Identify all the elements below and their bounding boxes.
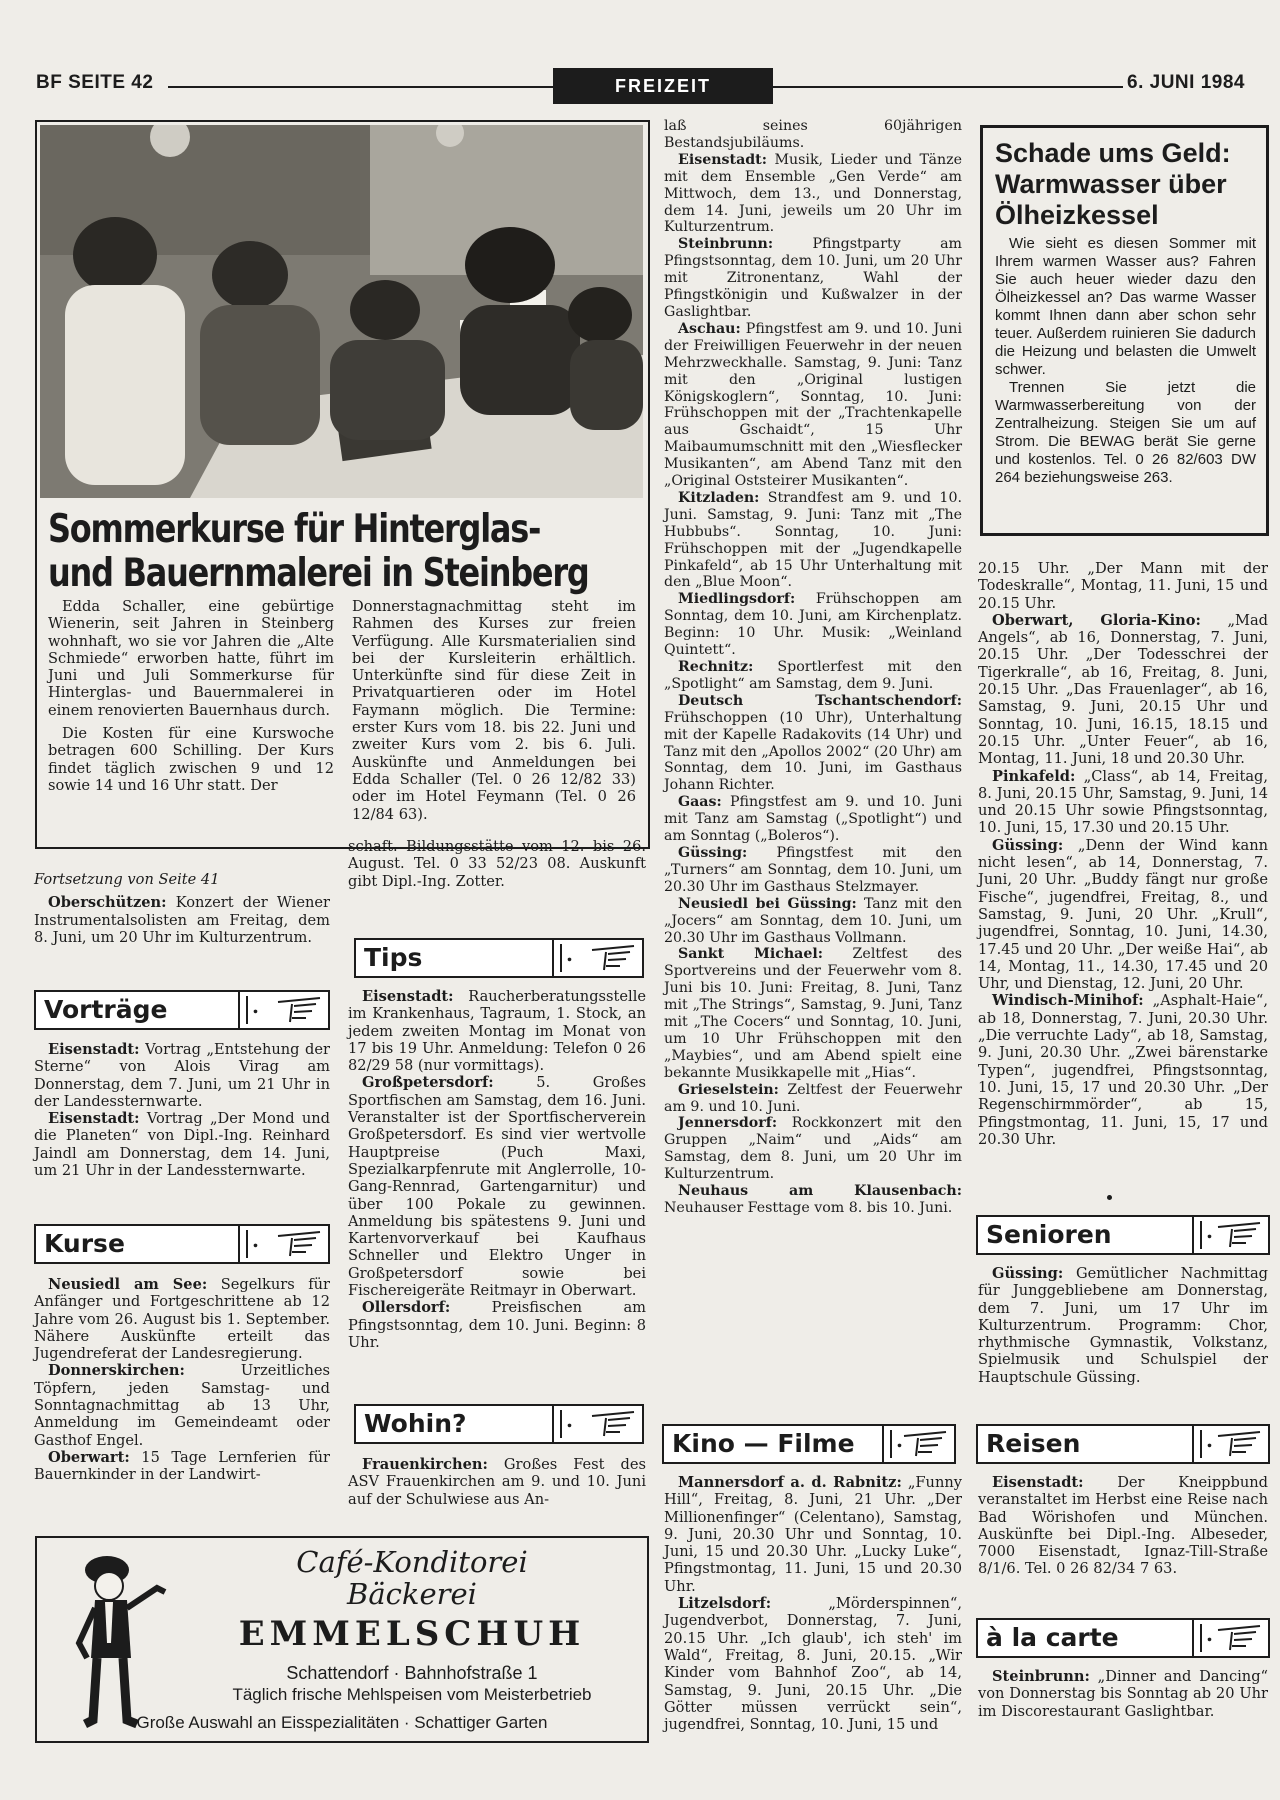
article-photo — [40, 125, 643, 498]
pointing-hand-icon — [238, 1226, 328, 1262]
place-name: Eisenstadt: — [48, 1110, 140, 1128]
section-label: Tips — [364, 943, 423, 972]
entry-text: Pfingstfest am 9. und 10. Juni der Freiwilligen Feuerwehr in der neuen Mehrzweckhalle. Samstag, 9. Juni: Tanz mit den „Original lustigen Königskoglern“, Sonntag, 10. Juni: Frühschoppen mit der „Trachtenkapelle aus Gschaidt“, 15 Uhr Maibaumumschnitt mit den „Wiesflecker Musikanten“, am Abend Tanz mit den „Original Oststeirer Musikanten“. — [664, 320, 962, 490]
place-name: Oberwart: — [48, 1448, 130, 1466]
entry-text: Vortrag „Entstehung der Sterne“ von Alois Virag am Donnerstag, dem 7. Juni, um 21 Uhr in der Landessternwarte. — [34, 1041, 330, 1110]
entry-text: Konzert der Wiener Instrumentalsolisten am Freitag, dem 8. Juni, um 20 Uhr im Kulturzentrum. — [34, 894, 330, 946]
section-header-tips — [354, 938, 644, 978]
column-b-top — [348, 838, 646, 890]
column-d-senioren — [978, 1265, 1268, 1386]
page-number: BF SEITE 42 — [36, 72, 154, 93]
place-name: Gaas: — [678, 794, 722, 811]
entry-text: Tanz mit den „Jocers“ am Sonntag, dem 10. Juni, um 20.30 Uhr im Gasthaus Vollmann. — [664, 895, 962, 946]
feature-paragraph: Donnerstagnachmittag steht im Rahmen des Kurses zur freien Verfügung. Alle Kursmaterialien sind bei der Kursleiterin erhältlich. Unterkünfte sind für diese Zeit in Privatquartieren oder im Hotel Faymann möglich. Die Termine: erster Kurs vom 18. bis 22. Juni und zweiter Kurs vom 2. bis 6. Juli. Auskünfte und Anmeldungen bei Edda Schaller (Tel. 0 26 12/82 33) oder im Hotel Feymann (Tel. 0 26 12/84 63). — [352, 598, 636, 823]
section-title: FREIZEIT — [553, 68, 773, 104]
column-a-vortraege — [34, 1041, 330, 1179]
place-name: Sankt Michael: — [678, 946, 824, 963]
entry-text: „Funny Hill“, Freitag, 8. Juni, 21 Uhr. „Der Millionenfinger“ (Celentano), Samstag, 9. Juni, 20.30 Uhr und Sonntag, 10. Juni, 15 und 20.30 Uhr. „Lucky Luke“, Pfingstmontag, 11. Juni, 15 und 20.30 Uhr. — [664, 1474, 962, 1595]
column-d-reisen — [978, 1474, 1268, 1578]
entry-text: Segelkurs für Anfänger und Fortgeschrittene ab 12 Jahre vom 26. August bis 1. September. Nähere Auskünfte erteilt das Jugendreferat der Landesregierung. — [34, 1276, 330, 1363]
feature-column-1 — [48, 598, 334, 794]
bullet-dot — [1107, 1195, 1112, 1200]
place-name: Eisenstadt: — [48, 1041, 140, 1058]
section-header-a-la-carte — [976, 1618, 1270, 1658]
entry-text: Zeltfest der Feuerwehr am 9. und 10. Juni. — [664, 1081, 962, 1115]
headline-line-1: Sommerkurse für Hinterglas- — [48, 507, 541, 552]
pointing-hand-icon — [552, 1406, 642, 1442]
column-b-wohin — [348, 1456, 646, 1508]
ad-headline: Schade ums Geld: Warmwasser über Ölheizkessel — [995, 138, 1231, 230]
section-label: Vorträge — [44, 995, 168, 1024]
bakery-ad — [35, 1536, 649, 1743]
entry-text: „Class“, ab 14, Freitag, 8. Juni, 20.15 Uhr, Samstag, 9. Juni, 14 und 20.15 Uhr sowie Pfingstsonntag, 10. Juni, 15, 17.30 und 20.15 Uhr. — [978, 767, 1268, 837]
place-name: Ollersdorf: — [362, 1299, 451, 1317]
entry-text: Frühschoppen am Sonntag, dem 10. Juni, am Kirchenplatz. Beginn: 10 Uhr. Musik: „Weinland Quintett“. — [664, 591, 962, 659]
pointing-hand-icon — [552, 940, 642, 976]
ad-line-baeckerei: Bäckerei — [347, 1577, 477, 1611]
entry-text: „Dinner and Dancing“ von Donnerstag bis Sonntag ab 20 Uhr im Discorestaurant Gaslightbar. — [978, 1668, 1268, 1720]
place-name: Eisenstadt: — [992, 1474, 1084, 1491]
section-header-kino — [662, 1424, 956, 1464]
pointing-hand-icon — [882, 1426, 954, 1462]
section-header-kurse — [34, 1224, 330, 1264]
ad-paragraph: Trennen Sie jetzt die Warmwasserbereitung von der Zentralheizung. Steigen Sie um auf Strom. Die BEWAG berät Sie gerne und kostenlos. Tel. 0 26 82/603 DW 264 beziehungsweise 263. — [995, 379, 1256, 486]
section-header-reisen — [976, 1424, 1270, 1464]
place-name: Rechnitz: — [678, 659, 754, 675]
column-c-kino — [664, 1474, 962, 1733]
place-name: Pinkafeld: — [992, 767, 1076, 785]
pointing-hand-icon — [1192, 1426, 1268, 1462]
entry-text: Strandfest am 9. und 10. Juni. Samstag, 9. Juni: Tanz mit „The Hubbubs“. Sonntag, 10. Juni: Frühschoppen mit der „Jugendkapelle Pinkafeld“, ab 15 Uhr Unterhaltung mit den „Blue Moon“. — [664, 489, 962, 591]
column-d-a-la-carte — [978, 1668, 1268, 1720]
place-name: Eisenstadt: — [678, 151, 767, 168]
entry-text: 20.15 Uhr. „Der Mann mit der Todeskralle“, Montag, 11. Juni, 15 und 20.15 Uhr. — [978, 560, 1268, 612]
place-name: Steinbrunn: — [678, 236, 774, 253]
entry-text: schaft. Bildungsstätte vom 12. bis 26. August. Tel. 0 33 52/23 08. Auskunft gibt Dipl.-Ing. Zotter. — [348, 838, 646, 890]
place-name: Güssing: — [678, 844, 748, 861]
entry-text: Sportlerfest mit den „Spotlight“ am Samstag, dem 9. Juni. — [664, 659, 962, 692]
section-label: Kurse — [44, 1229, 125, 1258]
header-rule-right — [770, 86, 1123, 88]
place-name: Mannersdorf a. d. Rabnitz: — [678, 1474, 902, 1491]
headline-line-2: und Bauernmalerei in Steinberg — [48, 551, 589, 596]
place-name: Güssing: — [992, 1265, 1064, 1282]
ad-address: Schattendorf · Bahnhofstraße 1 — [286, 1663, 538, 1683]
place-name: Donnerskirchen: — [48, 1362, 185, 1380]
feature-column-2 — [352, 598, 636, 823]
section-header-wohin — [354, 1404, 644, 1444]
ad-bottom-line: Große Auswahl an Eisspezialitäten · Schattiger Garten — [136, 1713, 548, 1732]
place-name: Deutsch Tschantschendorf: — [678, 692, 962, 709]
entry-text: Urzeitliches Töpfern, jeden Samstag- und Sonntagnachmittag ab 13 Uhr, Anmeldung im Gemeindeamt oder Gasthof Engel. — [34, 1362, 330, 1449]
entry-text: Pfingstfest am 9. und 10. Juni mit Tanz am Samstag („Spotlight“) und am Sonntag („Boleros“). — [664, 794, 962, 845]
entry-text: „Denn der Wind kann nicht lesen“, ab 14, Donnerstag, 7. Juni, 20 Uhr. „Buddy fängt nur große Fische“, jugendfrei, Freitag, 8., und Samstag, 9. Juni, 20 Uhr. „Krull“, jugendfrei, Sonntag, 10. Juni, 14.30, 17.45 und 20 Uhr. „Der weiße Hai“, ab 14, Montag, 11., 14.30, 17.45 und 20 Uhr, und Dienstag, 12. Juni, 20 Uhr. — [978, 836, 1268, 993]
waiter-illustration — [57, 1548, 172, 1730]
column-d-kino — [978, 560, 1268, 1148]
place-name: Güssing: — [992, 836, 1064, 854]
place-name: Oberschützen: — [48, 894, 167, 912]
ad-slogan: Täglich frische Mehlspeisen vom Meisterbetrieb — [232, 1685, 592, 1704]
place-name: Oberwart, Gloria-Kino: — [992, 611, 1201, 629]
place-name: Neuhaus am Klausenbach: — [678, 1183, 962, 1200]
place-name: Steinbrunn: — [992, 1668, 1090, 1685]
place-name: Windisch-Minihof: — [992, 992, 1144, 1010]
entry-text: 15 Tage Lernferien für Bauernkinder in der Landwirt- — [34, 1448, 330, 1484]
feature-paragraph: Edda Schaller, eine gebürtige Wienerin, seit Jahren in Steinberg wohnhaft, wo sie vor Jahren die „Alte Schmiede“ erworben hatte, führt im Juni und Juli Sommerkurse für Hinterglas- und Bauernmalerei in einem renovierten Bauernhaus durch. — [48, 598, 334, 719]
place-name: Großpetersdorf: — [362, 1074, 494, 1092]
place-name: Kitzladen: — [678, 489, 760, 506]
column-b-tips — [348, 988, 646, 1351]
painting-class-photo — [40, 125, 643, 498]
column-a-kurse — [34, 1276, 330, 1484]
place-name: Frauenkirchen: — [362, 1456, 488, 1473]
section-header-vortraege — [34, 990, 330, 1030]
place-name: Miedlingsdorf: — [678, 591, 796, 608]
place-name: Grieselstein: — [678, 1081, 779, 1098]
ad-paragraph: Wie sieht es diesen Sommer mit Ihrem warmen Wasser aus? Fahren Sie auch heuer wieder dazu den Ölheizkessel an? Das warme Wasser kommt Ihnen dann aber schon sehr teuer. Außerdem ruinieren Sie dadurch die Heizung und belasten die Umwelt schwer. — [995, 235, 1256, 378]
place-name: Neusiedl bei Güssing: — [678, 895, 857, 912]
entry-text: „Mörderspinnen“, Jugendverbot, Donnerstag, 7. Juni, 20.15 Uhr. „Ich glaub', ich steh' im Wald“, Freitag, 8. Juni, 20.15. „Wir Kinder vom Bahnhof Zoo“, ab 14, Samstag, 9. Juni, 20.15 Uhr. „Die Götter müssen verrückt sein“, jugendfrei, Sonntag, 10. Juni, 15 und — [664, 1595, 962, 1734]
entry-text: 5. Großes Sportfischen am Samstag, dem 16. Juni. Veranstalter ist der Sportfischerverein Großpetersdorf. Es sind vier wertvolle Hauptpreise (Puch Maxi, Spezialkarpfenrute mit Anglerrolle, 10-Gang-Rennrad, Gartengarnitur) und über 100 Pokale zu gewinnen. Anmeldung bis spätestens 9. Juni und Kartenvorverkauf bei Kaufhaus Schneller und Elektro Unger in Großpetersdorf sowie bei Fischereigeräte Reitmayr in Oberwart. — [348, 1074, 646, 1300]
pointing-hand-icon — [238, 992, 328, 1028]
entry-text: Pfingstfest mit den „Turners“ am Sonntag, dem 10. Juni, um 20.30 Uhr im Gasthaus Stelzmayer. — [664, 844, 962, 895]
feature-paragraph: Die Kosten für eine Kurswoche betragen 600 Schilling. Der Kurs findet täglich zwischen 9 und 12 sowie 14 und 16 Uhr statt. Der — [48, 725, 334, 794]
section-label: Kino — Filme — [672, 1429, 855, 1458]
column-a-top — [34, 871, 330, 946]
section-header-senioren — [976, 1215, 1270, 1255]
entry-text: „Mad Angels“, ab 16, Donnerstag, 7. Juni, 20.15 Uhr. „Der Todesschrei der Tigerkralle“, ab 16, Freitag, 8. Juni, 20.15 Uhr. „Das Frauenlager“, ab 16, Samstag, 9. Juni, 20.15 Uhr und Sonntag, 10. Juni, 16.15, 18.15 und 20.15 Uhr. „Unter Feuer“, ab 16, Montag, 11. Juni, 18 und 20.30 Uhr. — [978, 611, 1269, 768]
column-c-events — [664, 118, 962, 1217]
entry-text: laß seines 60jährigen Bestandsjubiläums. — [664, 118, 962, 151]
pointing-hand-icon — [1192, 1217, 1268, 1253]
entry-text: Rockkonzert mit den Gruppen „Naim“ und „Aids“ am Samstag, dem 8. Juni, um 20 Uhr im Kulturzentrum. — [664, 1115, 962, 1183]
entry-text: Großes Fest des ASV Frauenkirchen am 9. und 10. Juni auf der Schulwiese aus An- — [348, 1456, 646, 1508]
place-name: Neusiedl am See: — [48, 1276, 208, 1293]
entry-text: Frühschoppen (10 Uhr), Unterhaltung mit der Kapelle Radakovits (14 Uhr) und Tanz mit den „Apollos 2002“ (20 Uhr) am Sonntag, dem 10. Juni, im Gasthaus Johann Richter. — [664, 709, 962, 794]
entry-text: Musik, Lieder und Tänze mit dem Ensemble „Gen Verde“ am Mittwoch, dem 13., und Donnerstag, dem 14. Juni, jeweils um 20 Uhr im Kulturzentrum. — [664, 151, 962, 236]
issue-date: 6. JUNI 1984 — [1127, 72, 1245, 93]
header-rule-left — [168, 86, 553, 88]
pointing-hand-icon — [1192, 1620, 1268, 1656]
place-name: Litzelsdorf: — [678, 1595, 772, 1613]
entry-text: „Asphalt-Haie“, ab 18, Donnerstag, 7. Juni, 20.30 Uhr. „Die verruchte Lady“, ab 18, Samstag, 9. Juni, 20.30 Uhr. „Zwei bärenstarke Typen“, jugendfrei, Pfingstsonntag, 10. Juni, 15, 17 und 20.30 Uhr. „Der Regenschirmmörder“, ab 15, Pfingstmontag, 11. Juni, 15, 17 und 20.30 Uhr. — [978, 992, 1268, 1148]
place-name: Jennersdorf: — [678, 1115, 778, 1132]
continuation-note: Fortsetzung von Seite 41 — [34, 871, 220, 888]
ad-business-name: EMMELSCHUH — [238, 1614, 586, 1654]
entry-text: Pfingstparty am Pfingstsonntag, dem 10. Juni, um 20 Uhr mit Zitronentanz, Wahl der Pfingstkönigin und Kußwalzer in der Gaslightbar. — [664, 236, 962, 320]
section-label: Reisen — [986, 1429, 1081, 1458]
headline — [48, 508, 638, 596]
section-label: Wohin? — [364, 1409, 467, 1438]
entry-text: Gemütlicher Nachmittag für Junggebliebene am Donnerstag, dem 7. Juni, um 17 Uhr im Kulturzentrum. Programm: Chor, rhythmische Gymnastik, Volkstanz, Spielmusik und Schulspiel der Hauptschule Güssing. — [978, 1265, 1268, 1386]
entry-text: Neuhauser Festtage vom 8. bis 10. Juni. — [664, 1200, 953, 1216]
entry-text: Der Kneippbund veranstaltet im Herbst eine Reise nach Bad Wörishofen und München. Auskünfte bei Dipl.-Ing. Albeseder, 7000 Eisenstadt, Ignaz-Till-Straße 8/1/6. Tel. 0 26 82/34 7 63. — [978, 1474, 1268, 1578]
place-name: Aschau: — [678, 320, 741, 337]
entry-text: Preisfischen am Pfingstsonntag, dem 10. Juni. Beginn: 8 Uhr. — [348, 1299, 646, 1351]
entry-text: Vortrag „Der Mond und die Planeten“ von Dipl.-Ing. Reinhard Jaindl am Donnerstag, dem 14. Juni, um 21 Uhr in der Landessternwarte. — [34, 1110, 330, 1180]
place-name: Eisenstadt: — [362, 988, 454, 1005]
bewag-ad-box — [980, 125, 1269, 536]
section-label: à la carte — [986, 1623, 1119, 1652]
entry-text: Zeltfest des Sportvereins und der Feuerwehr vom 8. Juni bis 10. Juni: Freitag, 8. Juni, Tanz mit „The Strings“, Samstag, 9. Juni, Tanz mit „The Cocers“ und Sonntag, 10. Juni, um 10 Uhr Frühschoppen mit den „Maybies“, und am Abend spielt eine bekannte Musikkapelle mit „Hias“. — [664, 946, 962, 1081]
entry-text: Raucherberatungsstelle im Krankenhaus, Tagraum, 1. Stock, an jedem zweiten Montag im Monat von 17 bis 19 Uhr. Anmeldung: Telefon 0 26 82/29 58 (nur vormittags). — [348, 988, 646, 1075]
ad-line-cafe: Café-Konditorei — [296, 1545, 528, 1579]
section-label: Senioren — [986, 1220, 1112, 1249]
